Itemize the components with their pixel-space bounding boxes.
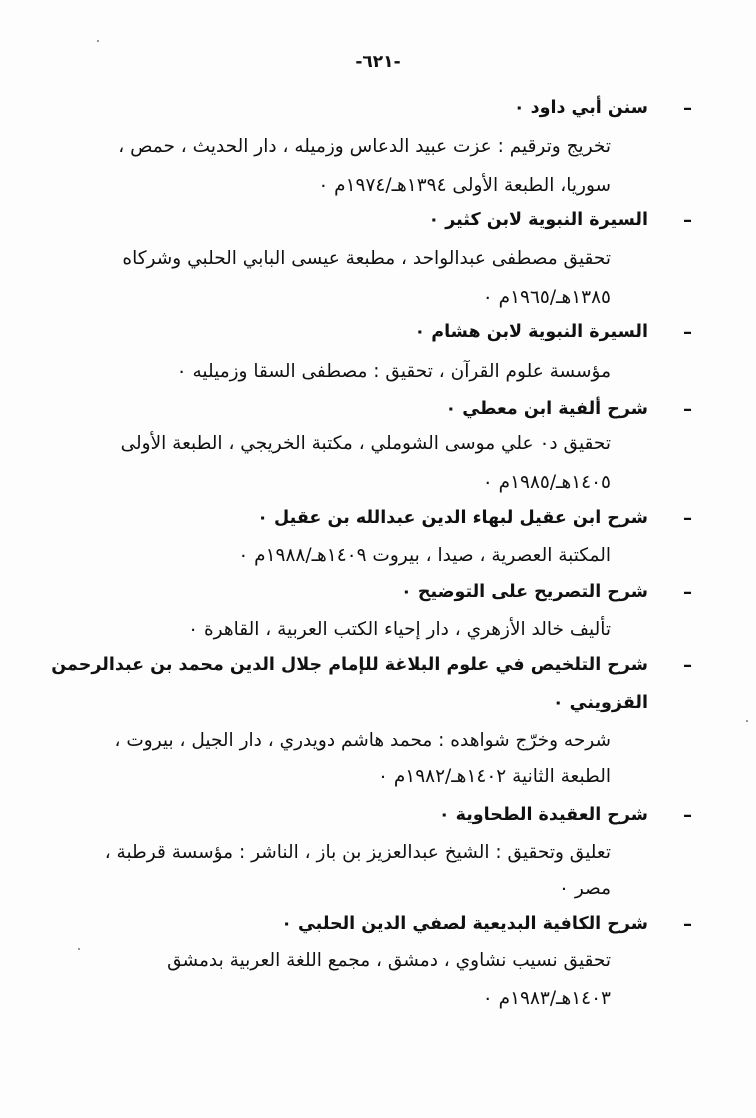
entry-dash: – xyxy=(683,582,692,603)
entry-dash: – xyxy=(683,98,692,119)
entry-detail: المكتبة العصرية ، صيدا ، بيروت ١٤٠٩هـ/١٩٨٨م ٠ xyxy=(238,545,611,566)
entry-detail: مصر ٠ xyxy=(559,878,611,899)
entry-title: شرح التصريح على التوضيح ٠ xyxy=(401,582,648,602)
entry-detail: تحقيق د٠ علي موسى الشوملي ، مكتبة الخريجي ، الطبعة الأولى xyxy=(120,433,611,454)
entry-dash: – xyxy=(683,805,692,826)
entry-title: السيرة النبوية لابن كثير ٠ xyxy=(428,210,648,230)
entry-dash: – xyxy=(683,655,692,676)
entry-title: شرح ألفية ابن معطي ٠ xyxy=(445,399,648,419)
entry-detail: ١٣٨٥هـ/١٩٦٥م ٠ xyxy=(482,287,611,308)
entry-detail: تحقيق مصطفى عبدالواحد ، مطبعة عيسى البابي الحلبي وشركاه xyxy=(122,248,611,269)
entry-title: سنن أبي داود ٠ xyxy=(513,98,648,118)
scan-speck xyxy=(746,720,748,722)
entry-detail: تعليق وتحقيق : الشيخ عبدالعزيز بن باز ، الناشر : مؤسسة قرطبة ، xyxy=(104,842,611,863)
entry-title: شرح ابن عقيل لبهاء الدين عبدالله بن عقيل ٠ xyxy=(257,508,648,528)
entry-detail: تحقيق نسيب نشاوي ، دمشق ، مجمع اللغة العربية بدمشق xyxy=(167,950,611,971)
entry-title: شرح العقيدة الطحاوية ٠ xyxy=(438,805,648,825)
entry-detail: ١٤٠٣هـ/١٩٨٣م ٠ xyxy=(482,988,611,1009)
entry-detail: الطبعة الثانية ١٤٠٢هـ/١٩٨٢م ٠ xyxy=(378,766,611,787)
entry-dash: – xyxy=(683,322,692,343)
entry-detail: تأليف خالد الأزهري ، دار إحياء الكتب العربية ، القاهرة ٠ xyxy=(188,619,611,640)
entry-detail: ١٤٠٥هـ/١٩٨٥م ٠ xyxy=(482,472,611,493)
entry-dash: – xyxy=(683,508,692,529)
entry-title: شرح الكافية البديعية لصفي الدين الحلبي ٠ xyxy=(281,914,648,934)
entry-dash: – xyxy=(683,399,692,420)
entry-title-continuation: القزويني ٠ xyxy=(552,693,648,713)
entry-detail: مؤسسة علوم القرآن ، تحقيق : مصطفى السقا وزميليه ٠ xyxy=(176,361,611,382)
page-number: -٦٢١- xyxy=(355,52,401,72)
entry-detail: شرحه وخرّج شواهده : محمد هاشم دويدري ، دار الجيل ، بيروت ، xyxy=(114,730,611,751)
entry-title: شرح التلخيص في علوم البلاغة للإمام جلال الدين محمد بن عبدالرحمن xyxy=(51,655,648,675)
entry-dash: – xyxy=(683,210,692,231)
entry-detail: تخريج وترقيم : عزت عبيد الدعاس وزميله ، دار الحديث ، حمص ، xyxy=(118,136,611,157)
scan-speck xyxy=(78,948,80,950)
entry-title: السيرة النبوية لابن هشام ٠ xyxy=(414,322,648,342)
entry-detail: سوريا، الطبعة الأولى ١٣٩٤هـ/١٩٧٤م ٠ xyxy=(318,175,611,196)
entry-dash: – xyxy=(683,914,692,935)
scan-speck xyxy=(97,40,99,42)
